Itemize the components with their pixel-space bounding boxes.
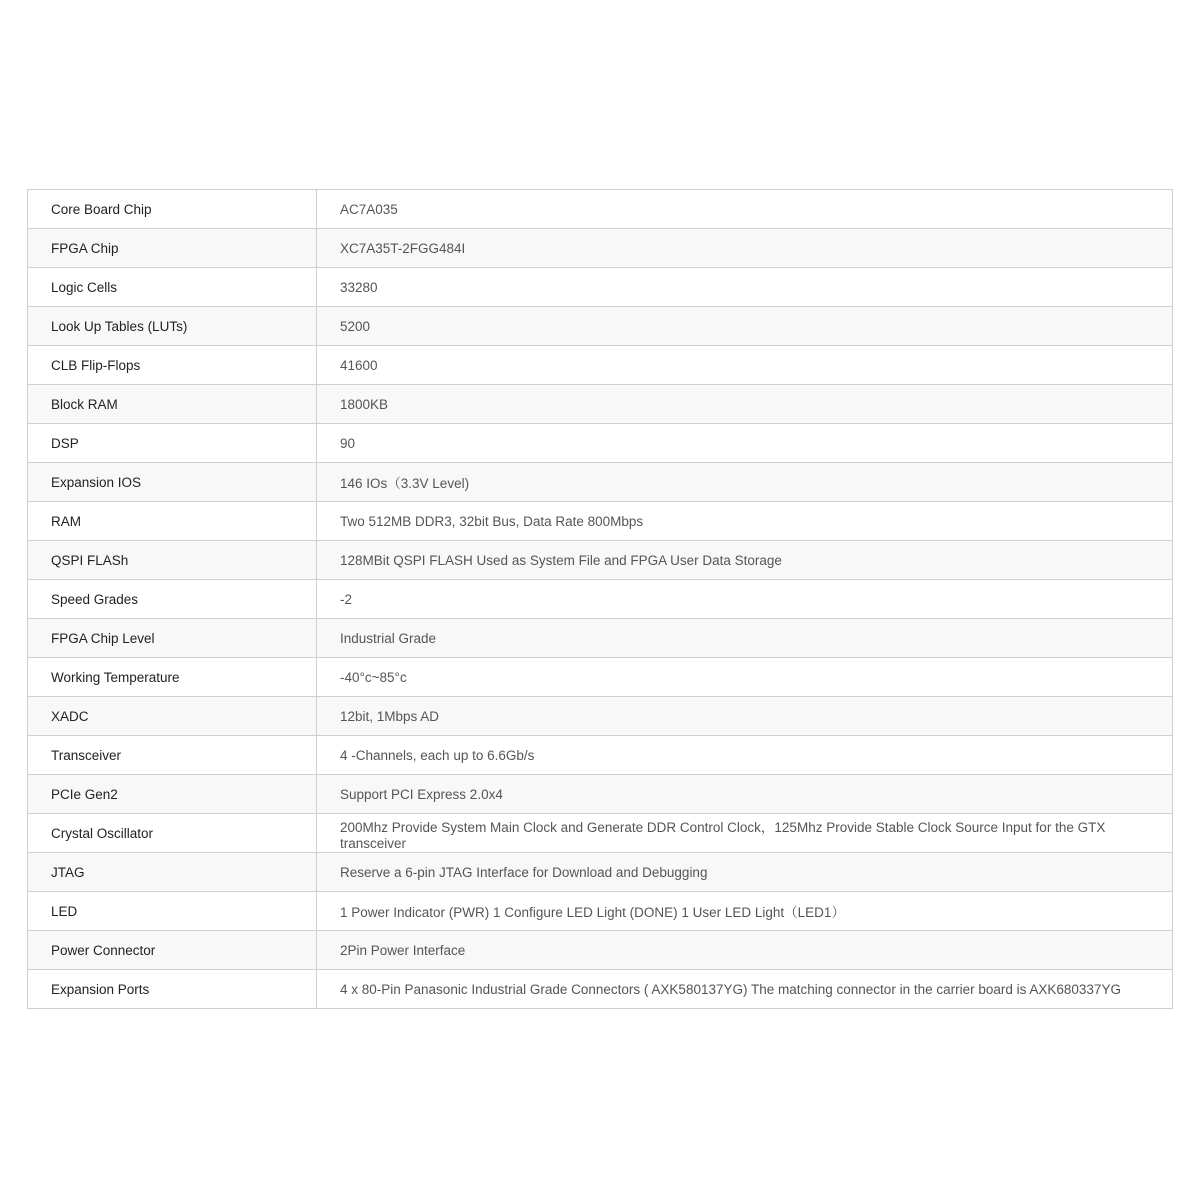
spec-value: 2Pin Power Interface [317, 931, 1173, 970]
spec-row [28, 190, 1173, 229]
spec-row [28, 931, 1173, 970]
spec-row [28, 385, 1173, 424]
spec-value: Reserve a 6-pin JTAG Interface for Download and Debugging [317, 853, 1173, 892]
spec-value: 1 Power Indicator (PWR) 1 Configure LED Light (DONE) 1 User LED Light（LED1） [317, 892, 1173, 931]
spec-label: Expansion Ports [28, 970, 317, 1009]
spec-label: Core Board Chip [28, 190, 317, 229]
spec-value: XC7A35T-2FGG484I [317, 229, 1173, 268]
spec-value: -2 [317, 580, 1173, 619]
spec-row [28, 463, 1173, 502]
spec-table [27, 189, 1173, 1009]
spec-label: Power Connector [28, 931, 317, 970]
spec-label: LED [28, 892, 317, 931]
spec-label: DSP [28, 424, 317, 463]
spec-row [28, 892, 1173, 931]
spec-row [28, 541, 1173, 580]
spec-label: Block RAM [28, 385, 317, 424]
spec-row [28, 736, 1173, 775]
spec-label: Working Temperature [28, 658, 317, 697]
spec-row [28, 658, 1173, 697]
spec-label: PCIe Gen2 [28, 775, 317, 814]
spec-label: QSPI FLASh [28, 541, 317, 580]
spec-row [28, 970, 1173, 1009]
spec-label: XADC [28, 697, 317, 736]
spec-value: Industrial Grade [317, 619, 1173, 658]
spec-row [28, 346, 1173, 385]
spec-row [28, 775, 1173, 814]
spec-label: Logic Cells [28, 268, 317, 307]
spec-value: Two 512MB DDR3, 32bit Bus, Data Rate 800Mbps [317, 502, 1173, 541]
spec-value: 1800KB [317, 385, 1173, 424]
spec-value: -40°c~85°c [317, 658, 1173, 697]
spec-value: 5200 [317, 307, 1173, 346]
spec-label: FPGA Chip [28, 229, 317, 268]
spec-label: Transceiver [28, 736, 317, 775]
spec-value: Support PCI Express 2.0x4 [317, 775, 1173, 814]
spec-row [28, 268, 1173, 307]
spec-value: 4 -Channels, each up to 6.6Gb/s [317, 736, 1173, 775]
spec-value: 146 IOs（3.3V Level) [317, 463, 1173, 502]
spec-label: Expansion IOS [28, 463, 317, 502]
spec-value: 128MBit QSPI FLASH Used as System File and FPGA User Data Storage [317, 541, 1173, 580]
spec-row [28, 307, 1173, 346]
spec-row [28, 502, 1173, 541]
spec-value: 200Mhz Provide System Main Clock and Generate DDR Control Clock，125Mhz Provide Stable Clock Source Input for the GTX transceiver [317, 814, 1173, 853]
spec-value: 4 x 80-Pin Panasonic Industrial Grade Connectors ( AXK580137YG) The matching connector in the carrier board is AXK680337YG [317, 970, 1173, 1009]
spec-value: 12bit, 1Mbps AD [317, 697, 1173, 736]
spec-label: Speed Grades [28, 580, 317, 619]
spec-row [28, 580, 1173, 619]
spec-row [28, 814, 1173, 853]
spec-label: Look Up Tables (LUTs) [28, 307, 317, 346]
spec-row [28, 229, 1173, 268]
spec-value: 41600 [317, 346, 1173, 385]
spec-value: AC7A035 [317, 190, 1173, 229]
spec-value: 90 [317, 424, 1173, 463]
spec-row [28, 853, 1173, 892]
spec-row [28, 619, 1173, 658]
spec-label: FPGA Chip Level [28, 619, 317, 658]
spec-label: RAM [28, 502, 317, 541]
spec-label: Crystal Oscillator [28, 814, 317, 853]
spec-row [28, 697, 1173, 736]
spec-value: 33280 [317, 268, 1173, 307]
spec-row [28, 424, 1173, 463]
spec-label: CLB Flip-Flops [28, 346, 317, 385]
spec-label: JTAG [28, 853, 317, 892]
